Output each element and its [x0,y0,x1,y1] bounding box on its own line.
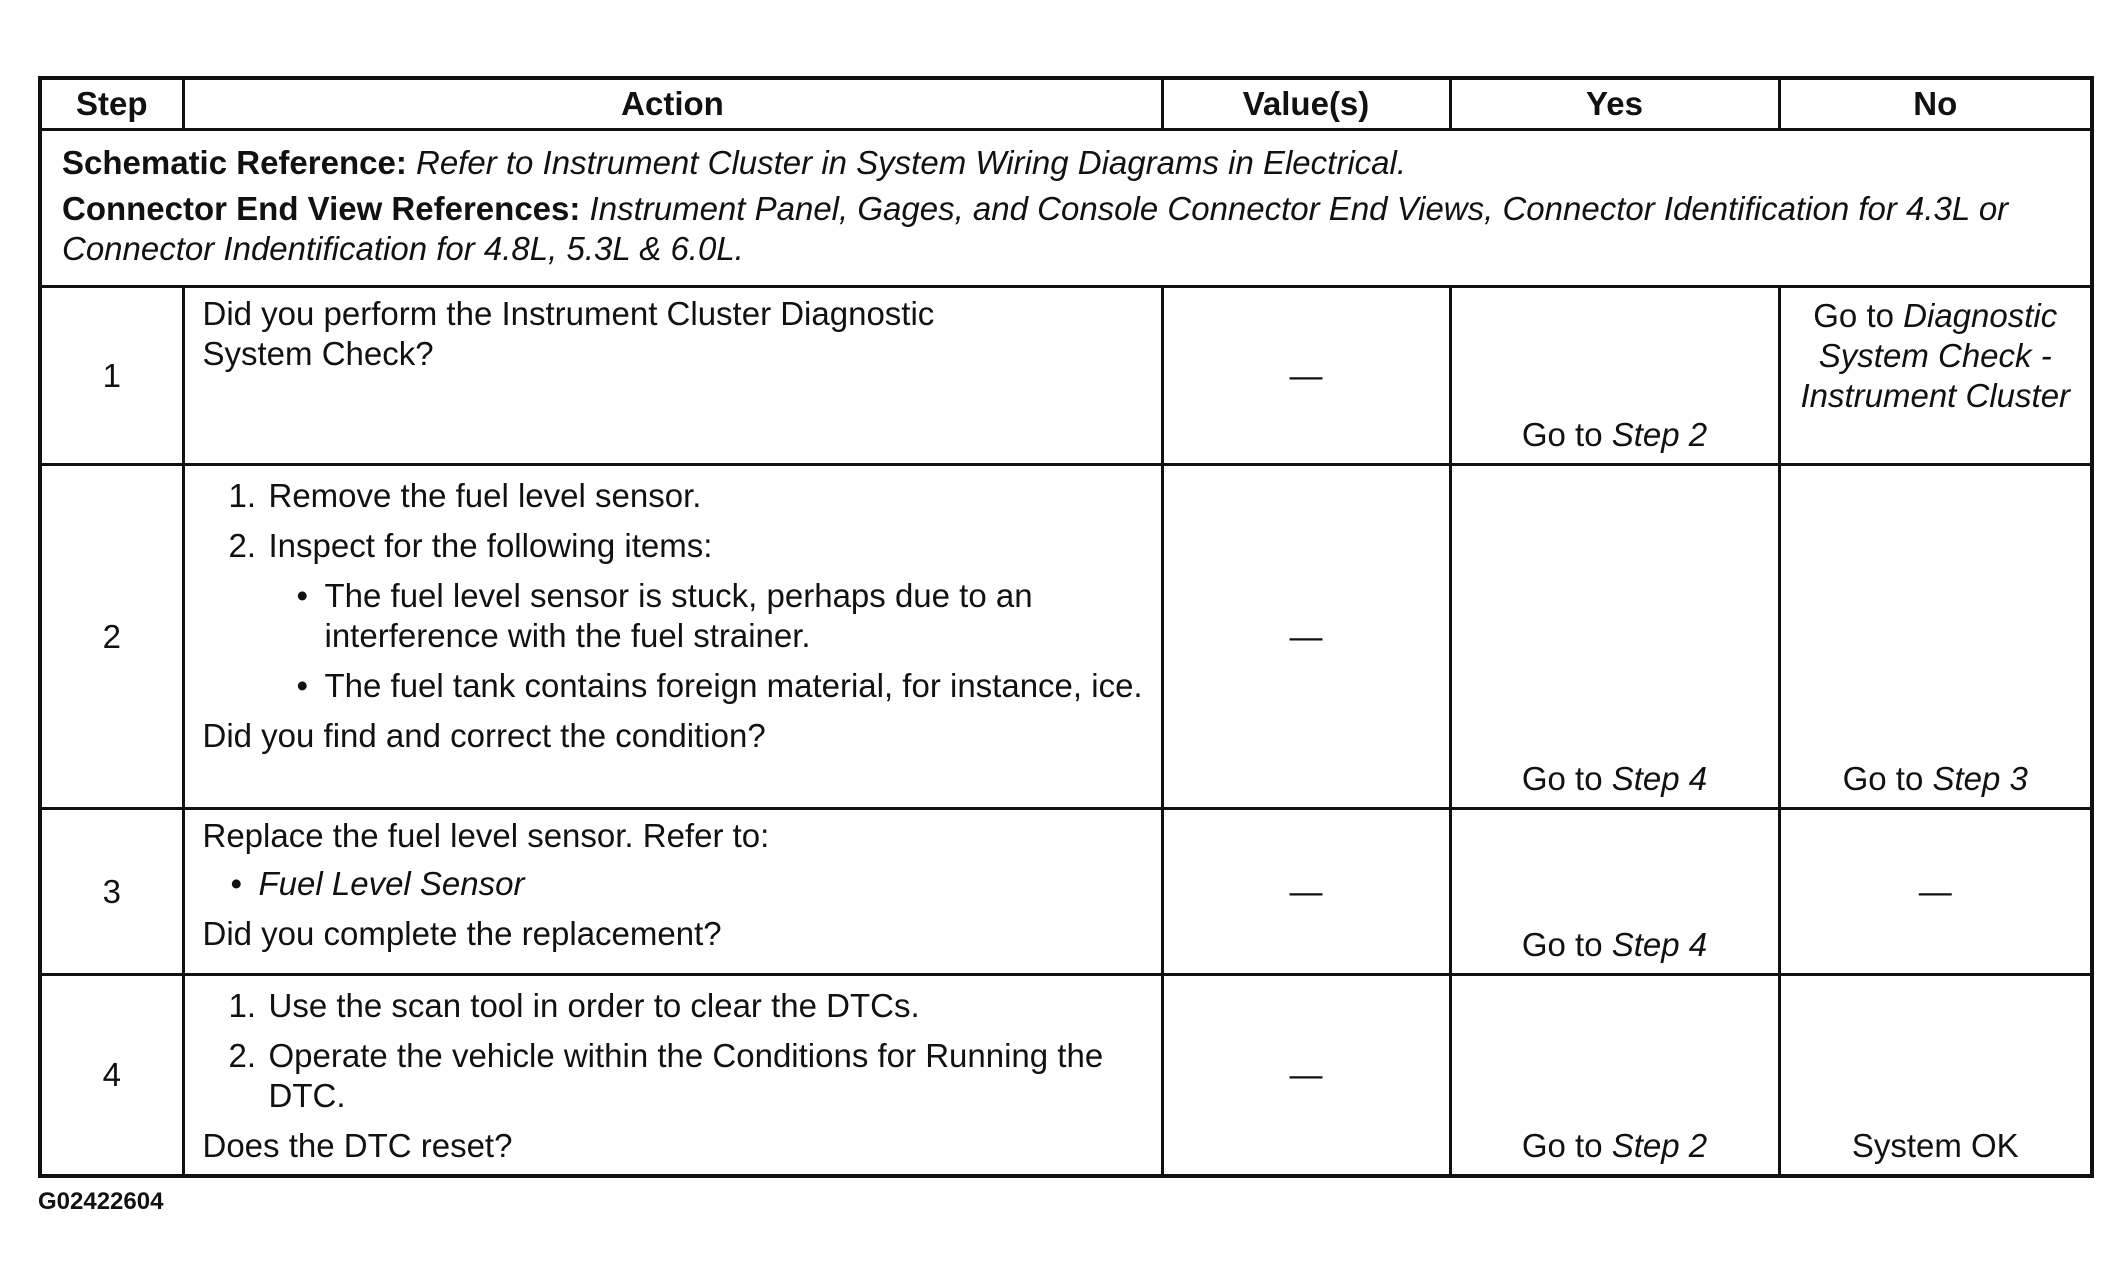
step-row-1 [40,287,2092,465]
action-question: Does the DTC reset? [202,1127,513,1164]
no-prefix: Go to [1842,760,1924,797]
step-yes [1450,465,1779,809]
action-list [203,476,1145,566]
bullet-item [231,864,1145,904]
yes-prefix: Go to [1521,416,1603,453]
step-row-3 [40,809,2092,975]
schematic-reference-text: Refer to Instrument Cluster in System Wiring Diagrams in Electrical. [416,144,1406,181]
yes-link[interactable]: Step 4 [1611,760,1708,797]
header-yes: Yes [1450,78,1779,130]
bullet-item: • The fuel level sensor is stuck, perhaps due to an interference with the fuel strainer. [297,576,1145,656]
header-step: Step [40,78,183,130]
step-yes [1450,975,1779,1177]
step-row-4 [40,975,2092,1177]
step-number: 2 [40,465,183,809]
schematic-reference [62,143,2070,183]
step-no [1779,975,2092,1177]
yes-prefix: Go to [1521,760,1603,797]
yes-link[interactable]: Step 2 [1611,416,1708,453]
step-action [183,465,1162,809]
refer-bullets [221,864,1145,904]
action-list [203,986,1145,1116]
step-row-2 [40,465,2092,809]
bullet-item: • The fuel tank contains foreign material, for instance, ice. [297,666,1145,706]
connector-reference [62,189,2070,269]
inspect-bullets [249,576,1145,706]
step-action [183,287,1162,465]
no-text: System OK [1851,1127,2019,1164]
step-value: — [1162,287,1450,465]
yes-prefix: Go to [1521,926,1603,963]
action-question: Did you find and correct the condition? [202,717,766,754]
step-value: — [1162,809,1450,975]
step-yes [1450,809,1779,975]
yes-link[interactable]: Step 2 [1611,1127,1708,1164]
step-number: 1 [40,287,183,465]
no-prefix: Go to [1813,297,1894,334]
step-yes [1450,287,1779,465]
header-values: Value(s) [1162,78,1450,130]
fuel-level-sensor-link[interactable]: • Fuel Level Sensor [258,865,525,902]
step-value: — [1162,465,1450,809]
step-no [1779,465,2092,809]
step-no [1779,809,2092,975]
yes-prefix: Go to [1521,1127,1603,1164]
step-action [183,975,1162,1177]
figure-id: G02422604 [38,1188,164,1215]
yes-link[interactable]: Step 4 [1611,926,1708,963]
header-action: Action [183,78,1162,130]
connector-reference-label: Connector End View References: [62,190,581,227]
step-number: 4 [40,975,183,1177]
step-action [183,809,1162,975]
action-question: Did you perform the Instrument Cluster Diagnostic System Check? [202,295,935,372]
step-no [1779,287,2092,465]
schematic-reference-label: Schematic Reference: [62,144,407,181]
action-intro: Replace the fuel level sensor. Refer to: [202,817,770,854]
header-no: No [1779,78,2092,130]
references-row [40,130,2092,287]
action-question: Did you complete the replacement? [202,915,722,952]
diagnostic-table [38,76,2094,1178]
list-item: 1. Use the scan tool in order to clear the DTCs. [228,987,920,1024]
step-number: 3 [40,809,183,975]
header-row [40,78,2092,130]
references-cell [40,130,2092,287]
connector-reference-text: Instrument Panel, Gages, and Console Connector End Views, Connector Identification for 4.3L or Connector Indentification for 4.8L, 5.3L & 6.0L. [62,190,2009,267]
list-item: 2. Inspect for the following items: [228,527,713,564]
step-value: — [1162,975,1450,1177]
no-link[interactable]: Step 3 [1932,760,2028,797]
no-link[interactable]: Diagnostic System Check - Instrument Cluster [1800,297,2071,414]
list-item: 2. Operate the vehicle within the Conditions for Running the DTC. [228,1037,1104,1114]
list-item: 1. Remove the fuel level sensor. [228,477,702,514]
no-text: — [1918,872,1952,910]
